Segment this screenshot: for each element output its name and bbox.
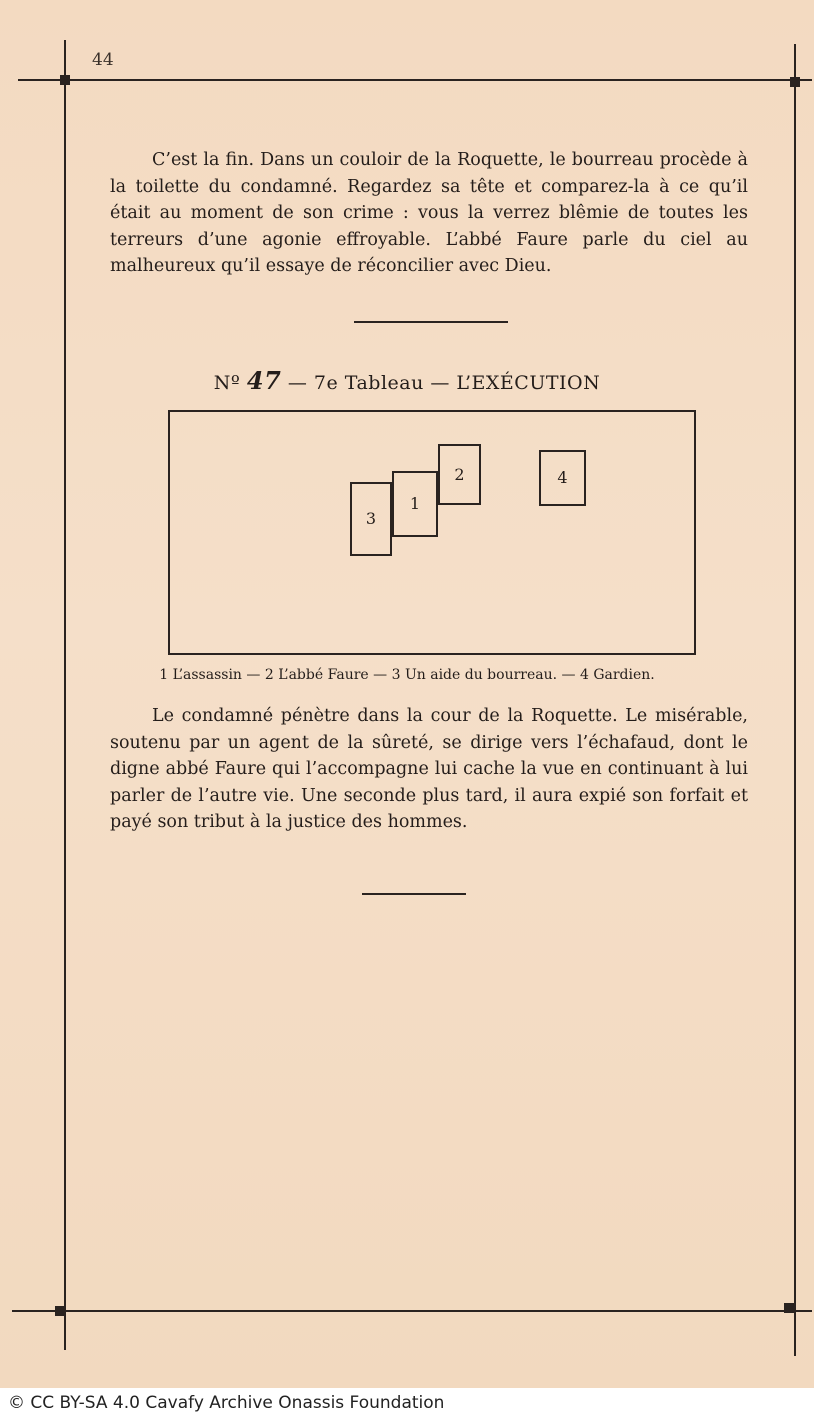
frame-corner-ornament xyxy=(784,1303,794,1313)
tableau-number: 47 xyxy=(246,366,282,395)
figure-box xyxy=(438,444,481,505)
image-credit: © CC BY-SA 4.0 Cavafy Archive Onassis Foundation xyxy=(8,1393,445,1413)
tableau-title-text: — 7e Tableau — L’EXÉCUTION xyxy=(287,372,601,394)
frame-right-rule xyxy=(794,44,796,1356)
paragraph: Le condamné pénètre dans la cour de la Roquette. Le misérable, soutenu par un agent de la sûreté, se dirige vers l’échafaud, dont le digne abbé Faure qui l’accompagne lui cache la vue en continuant à lui parler de l’autre vie. Une seconde plus tard, il aura expié son forfait et payé son tribut à la justice des hommes. xyxy=(110,706,748,832)
stage-diagram xyxy=(168,410,696,655)
page-number: 44 xyxy=(92,50,114,70)
figure-box xyxy=(350,482,392,556)
tableau-heading xyxy=(0,366,814,395)
frame-corner-ornament xyxy=(60,75,70,85)
figure-label: 1 xyxy=(409,494,421,513)
frame-corner-ornament xyxy=(55,1306,65,1316)
diagram-caption: 1 L’assassin — 2 L’abbé Faure — 3 Un aide du bourreau. — 4 Gardien. xyxy=(159,667,655,683)
tableau-prefix: Nº xyxy=(213,372,241,394)
figure-label: 2 xyxy=(454,465,465,484)
separator-rule xyxy=(362,893,466,895)
figure-box xyxy=(392,471,438,537)
figure-label: 4 xyxy=(557,468,568,487)
figure-box xyxy=(539,450,586,506)
frame-top-rule xyxy=(18,79,812,81)
figure-label: 3 xyxy=(365,509,377,528)
separator-rule xyxy=(354,321,508,323)
frame-corner-ornament xyxy=(790,77,800,87)
paragraph: C’est la fin. Dans un couloir de la Roquette, le bourreau procède à la toilette du condamné. Regardez sa tête et comparez-la à ce qu’il était au moment de son crime : vous la verrez blêmie de toutes les terreurs d’une agonie effroyable. L’abbé Faure parle du ciel au malheureux qu’il essaye de réconcilier avec Dieu. xyxy=(110,150,748,276)
frame-bottom-rule xyxy=(12,1310,812,1312)
frame-left-rule xyxy=(64,40,66,1350)
